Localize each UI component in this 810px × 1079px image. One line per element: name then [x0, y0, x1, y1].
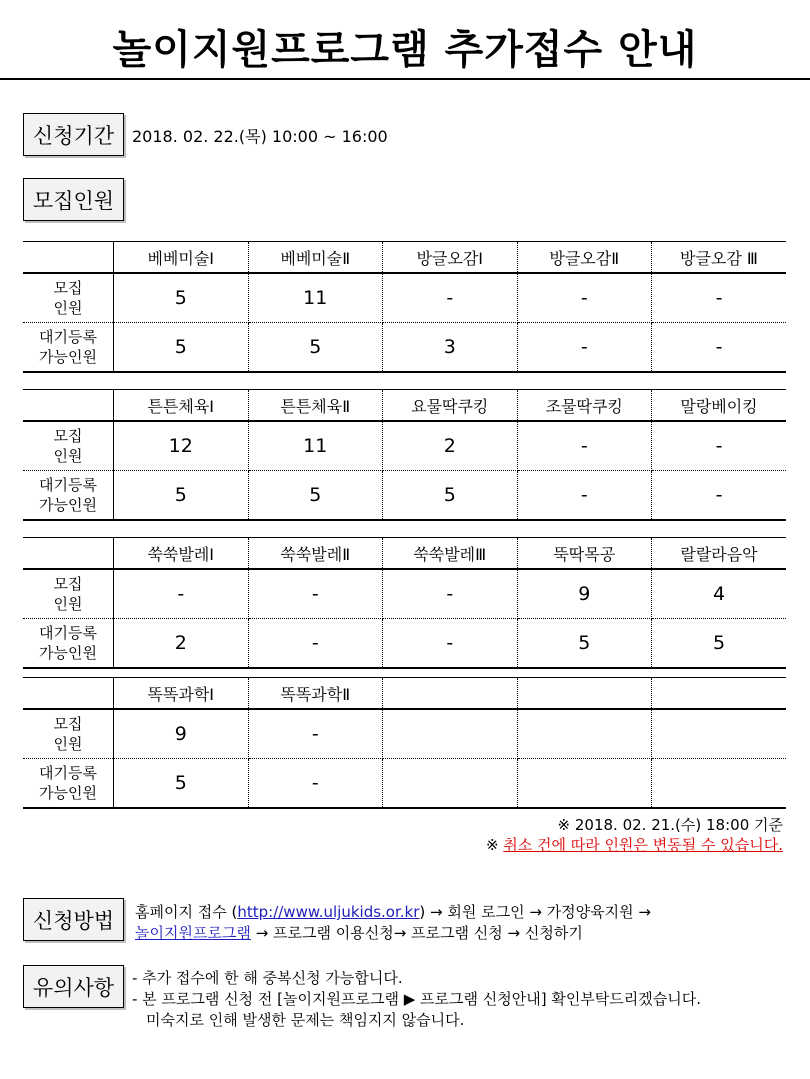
program-name: 베베미술Ⅰ: [114, 242, 249, 274]
header-corner: [23, 538, 114, 570]
table-header-row: [23, 678, 786, 710]
header-corner: [23, 390, 114, 422]
waitlist-count-cell: [517, 759, 652, 809]
header-corner: [23, 242, 114, 274]
recruit-count-cell: -: [383, 273, 518, 323]
recruit-count-cell: 11: [248, 421, 383, 471]
program-name: 방글오감Ⅰ: [383, 242, 518, 274]
recruit-count-cell: 4: [652, 569, 787, 619]
table-row: [23, 709, 786, 759]
waitlist-count-cell: 5: [517, 619, 652, 669]
waitlist-row-label: 대기등록 가능인원: [23, 619, 114, 669]
waitlist-count-cell: 5: [114, 471, 249, 521]
method-text: [135, 902, 795, 944]
waitlist-count-cell: -: [383, 619, 518, 669]
header-corner: [23, 678, 114, 710]
recruit-count-cell: -: [652, 421, 787, 471]
recruit-count-cell: 9: [517, 569, 652, 619]
program-table: [23, 241, 786, 373]
recruit-count-cell: 9: [114, 709, 249, 759]
table-header-row: [23, 538, 786, 570]
waitlist-count-cell: 5: [248, 323, 383, 373]
program-name: 방글오감 Ⅲ: [652, 242, 787, 274]
method-suffix: ) → 회원 로그인 → 가정양육지원 →: [419, 903, 651, 921]
caution-line-3: 미숙지로 인해 발생한 문제는 책임지지 않습니다.: [146, 1011, 465, 1029]
caution-label: 유의사항: [23, 965, 124, 1008]
program-name: 튼튼체육Ⅱ: [248, 390, 383, 422]
program-name: [383, 678, 518, 710]
recruit-count-cell: -: [114, 569, 249, 619]
program-table: [23, 537, 786, 669]
program-name: 똑똑과학Ⅱ: [248, 678, 383, 710]
program-name: 랄랄라음악: [652, 538, 787, 570]
waitlist-count-cell: -: [248, 619, 383, 669]
title-divider: [0, 78, 810, 80]
waitlist-count-cell: 5: [383, 471, 518, 521]
recruit-count-cell: -: [517, 421, 652, 471]
recruit-count-cell: [383, 709, 518, 759]
table-row: [23, 471, 786, 521]
table-header-row: [23, 242, 786, 274]
program-name: 조물딱쿠킹: [517, 390, 652, 422]
program-name: 쑥쑥발레Ⅲ: [383, 538, 518, 570]
program-table: [23, 389, 786, 521]
recruit-count-cell: 5: [114, 273, 249, 323]
program-name: [517, 678, 652, 710]
recruit-row-label: 모집 인원: [23, 421, 114, 471]
waitlist-count-cell: [652, 759, 787, 809]
recruit-count-cell: -: [517, 273, 652, 323]
waitlist-count-cell: -: [652, 323, 787, 373]
recruit-row-label: 모집 인원: [23, 709, 114, 759]
homepage-link[interactable]: http://www.uljukids.or.kr: [237, 903, 420, 921]
program-name: 베베미술Ⅱ: [248, 242, 383, 274]
basis-note: ※ 2018. 02. 21.(수) 18:00 기준: [557, 816, 783, 834]
waitlist-count-cell: -: [517, 471, 652, 521]
program-name: 요물딱쿠킹: [383, 390, 518, 422]
program-name: 튼튼체육Ⅰ: [114, 390, 249, 422]
recruit-count-cell: [652, 709, 787, 759]
recruit-count-cell: -: [248, 569, 383, 619]
recruit-row-label: 모집 인원: [23, 569, 114, 619]
caution-line-1: - 추가 접수에 한 해 중복신청 가능합니다.: [132, 969, 403, 987]
method-prefix: 홈페이지 접수 (: [135, 903, 238, 921]
caution-line-2: - 본 프로그램 신청 전 [놀이지원프로그램 ▶ 프로그램 신청안내] 확인부탁드리겠습니다.: [132, 990, 701, 1008]
waitlist-count-cell: 5: [114, 759, 249, 809]
caution-text: [132, 968, 808, 1031]
recruit-count-cell: [517, 709, 652, 759]
program-table: [23, 677, 786, 809]
program-name: 쑥쑥발레Ⅱ: [248, 538, 383, 570]
table-row: [23, 569, 786, 619]
table-row: [23, 619, 786, 669]
change-note-text: 취소 건에 따라 인원은 변동될 수 있습니다.: [503, 836, 783, 854]
recruit-count-cell: -: [383, 569, 518, 619]
recruit-count-cell: 11: [248, 273, 383, 323]
waitlist-count-cell: 3: [383, 323, 518, 373]
table-row: [23, 323, 786, 373]
waitlist-count-cell: -: [517, 323, 652, 373]
table-header-row: [23, 390, 786, 422]
waitlist-count-cell: 5: [652, 619, 787, 669]
recruit-row-label: 모집 인원: [23, 273, 114, 323]
waitlist-count-cell: -: [652, 471, 787, 521]
method-label: 신청방법: [23, 898, 124, 941]
program-name: 말랑베이킹: [652, 390, 787, 422]
program-name: 방글오감Ⅱ: [517, 242, 652, 274]
recruit-count-cell: -: [652, 273, 787, 323]
program-name: [652, 678, 787, 710]
program-name: 똑똑과학Ⅰ: [114, 678, 249, 710]
period-label: 신청기간: [23, 113, 124, 156]
waitlist-count-cell: [383, 759, 518, 809]
program-name: 뚝딱목공: [517, 538, 652, 570]
waitlist-row-label: 대기등록 가능인원: [23, 471, 114, 521]
page-title: 놀이지원프로그램 추가접수 안내: [112, 27, 698, 73]
table-row: [23, 421, 786, 471]
waitlist-row-label: 대기등록 가능인원: [23, 323, 114, 373]
recruit-count-cell: -: [248, 709, 383, 759]
change-note: [486, 834, 783, 855]
table-row: [23, 273, 786, 323]
table-row: [23, 759, 786, 809]
waitlist-count-cell: 5: [248, 471, 383, 521]
period-value: 2018. 02. 22.(목) 10:00 ~ 16:00: [132, 127, 388, 146]
recruit-count-cell: 12: [114, 421, 249, 471]
program-name: 쑥쑥발레Ⅰ: [114, 538, 249, 570]
waitlist-count-cell: 2: [114, 619, 249, 669]
method-line2: → 프로그램 이용신청→ 프로그램 신청 → 신청하기: [250, 924, 583, 942]
recruit-label: 모집인원: [23, 178, 124, 221]
waitlist-count-cell: 5: [114, 323, 249, 373]
program-link[interactable]: 놀이지원프로그램: [135, 924, 251, 942]
waitlist-row-label: 대기등록 가능인원: [23, 759, 114, 809]
note-mark: ※: [485, 836, 504, 854]
waitlist-count-cell: -: [248, 759, 383, 809]
recruit-count-cell: 2: [383, 421, 518, 471]
